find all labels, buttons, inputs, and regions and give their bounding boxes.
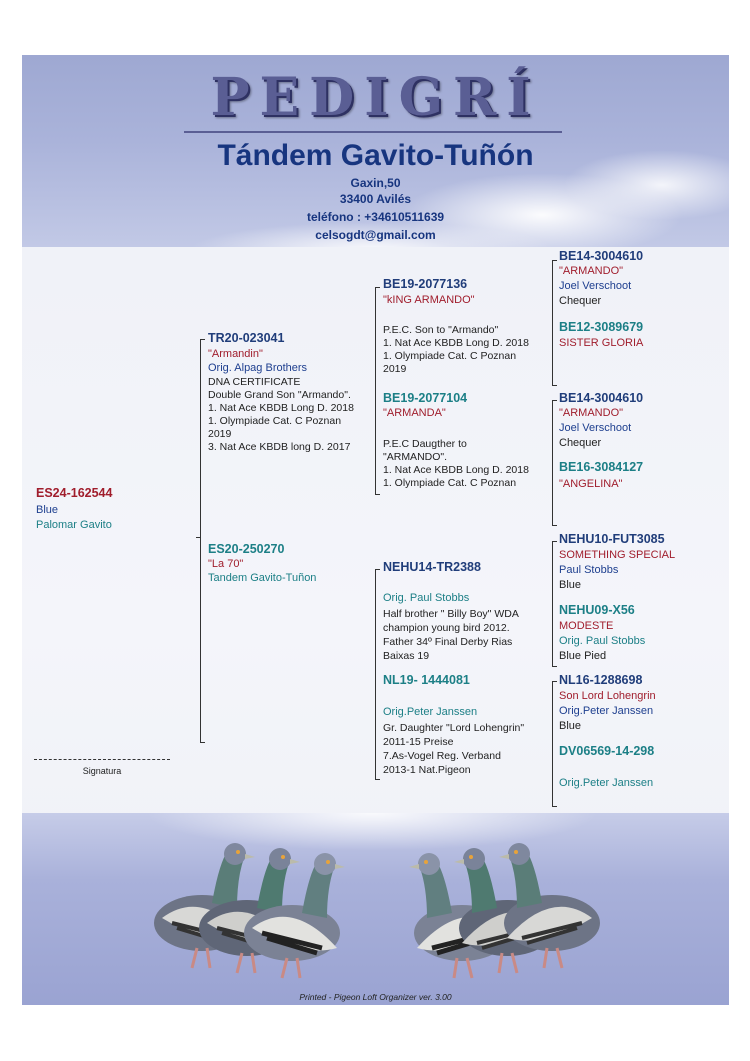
gg6-color: Blue Pied xyxy=(559,650,607,662)
sire-dam-name: "ARMANDA" xyxy=(383,407,446,419)
bracket-tick xyxy=(552,385,557,386)
dam-sire-note: Half brother " Billy Boy" WDA xyxy=(383,608,519,620)
bracket-tick xyxy=(200,742,205,743)
bracket-tick xyxy=(552,681,557,682)
dam-sire-note: Baixas 19 xyxy=(383,650,430,662)
dam-dam-ring: NL19- 1444081 xyxy=(383,673,470,687)
gg5-breeder: Paul Stobbs xyxy=(559,564,619,576)
phone-number: teléfono : +34610511639 xyxy=(306,210,445,224)
sire-ring: TR20-023041 xyxy=(208,331,285,345)
gg1-color: Chequer xyxy=(559,295,602,307)
dam-dam-note: Gr. Daughter "Lord Lohengrin" xyxy=(383,722,525,734)
bracket-gg-4 xyxy=(552,681,553,806)
bracket-dam-parents xyxy=(375,569,376,779)
bracket-tick xyxy=(375,779,380,780)
bracket-parents xyxy=(200,339,201,742)
printed-by-footer: Printed - Pigeon Loft Organizer ver. 3.00 xyxy=(299,992,452,1002)
gg3-name: "ARMANDO" xyxy=(559,407,624,419)
subject-ring: ES24-162544 xyxy=(36,486,113,500)
header-banner xyxy=(22,55,729,247)
sire-sire-note: P.E.C. Son to "Armando" xyxy=(383,324,499,336)
sire-note: Double Grand Son "Armando". xyxy=(208,389,351,401)
page-title: PEDIGRÍ xyxy=(210,67,541,128)
gg8-breeder: Orig.Peter Janssen xyxy=(559,777,654,789)
gg6-breeder: Orig. Paul Stobbs xyxy=(559,635,646,647)
gg6-name: MODESTE xyxy=(559,620,614,632)
sire-note: 1. Nat Ace KBDB Long D. 2018 xyxy=(208,402,354,414)
gg1-name: "ARMANDO" xyxy=(559,265,624,277)
bracket-tick xyxy=(552,525,557,526)
bracket-tick xyxy=(375,494,380,495)
bracket-tick xyxy=(552,541,557,542)
sire-sire-ring: BE19-2077136 xyxy=(383,277,468,291)
sire-sire-note: 2019 xyxy=(383,363,407,375)
bracket-sire-parents xyxy=(375,287,376,494)
dam-sire-origin: Orig. Paul Stobbs xyxy=(383,592,470,604)
sire-note: 1. Olympiade Cat. C Poznan xyxy=(208,415,342,427)
sire-note: DNA CERTIFICATE xyxy=(208,376,301,388)
loft-name: Tándem Gavito-Tuñón xyxy=(217,139,534,172)
gg2-name: SISTER GLORIA xyxy=(559,337,644,349)
sire-note: 2019 xyxy=(208,428,232,440)
sire-dam-note: P.E.C Daugther to xyxy=(383,438,467,450)
bracket-gg-3 xyxy=(552,541,553,666)
sire-dam-note: 1. Nat Ace KBDB Long D. 2018 xyxy=(383,464,529,476)
dam-dam-note: 7.As-Vogel Reg. Verband xyxy=(383,750,501,762)
gg3-ring: BE14-3004610 xyxy=(559,391,644,405)
bracket-tick xyxy=(375,287,380,288)
gg8-ring: DV06569-14-298 xyxy=(559,744,655,758)
gg7-ring: NL16-1288698 xyxy=(559,673,643,687)
dam-origin: Tandem Gavito-Tuñon xyxy=(208,572,317,584)
bracket-gg-2 xyxy=(552,400,553,525)
bracket-tick xyxy=(552,806,557,807)
address-line-2: 33400 Avilés xyxy=(339,192,412,206)
pigeon-image xyxy=(492,828,612,978)
pedigree-sheet xyxy=(22,55,729,1005)
sire-dam-note: "ARMANDO". xyxy=(383,451,448,463)
sire-dam-note: 1. Olympiade Cat. C Poznan xyxy=(383,477,517,489)
gg7-name: Son Lord Lohengrin xyxy=(559,690,656,702)
dam-sire-note: champion young bird 2012. xyxy=(383,622,510,634)
gg4-name: "ANGELINA" xyxy=(559,478,623,490)
gg5-ring: NEHU10-FUT3085 xyxy=(559,532,665,546)
sire-sire-note: 1. Olympiade Cat. C Poznan xyxy=(383,350,517,362)
gg5-color: Blue xyxy=(559,579,582,591)
gg7-breeder: Orig.Peter Janssen xyxy=(559,705,654,717)
bracket-tick xyxy=(196,537,201,538)
sire-name: "Armandin" xyxy=(208,348,263,360)
sire-origin: Orig. Alpag Brothers xyxy=(208,362,308,374)
bracket-tick xyxy=(552,666,557,667)
gg3-breeder: Joel Verschoot xyxy=(559,422,632,434)
gg2-ring: BE12-3089679 xyxy=(559,320,644,334)
gg6-ring: NEHU09-X56 xyxy=(559,603,635,617)
gg1-breeder: Joel Verschoot xyxy=(559,280,632,292)
sire-sire-name: "kING ARMANDO" xyxy=(383,294,475,306)
subject-owner: Palomar Gavito xyxy=(36,519,112,531)
email-address: celsogdt@gmail.com xyxy=(315,228,436,242)
gg1-ring: BE14-3004610 xyxy=(559,249,644,263)
signature-label: Signatura xyxy=(82,766,122,776)
subject-color: Blue xyxy=(36,504,59,516)
bracket-tick xyxy=(375,569,380,570)
bracket-tick xyxy=(200,339,205,340)
gg3-color: Chequer xyxy=(559,437,602,449)
dam-name: "La 70" xyxy=(208,558,244,570)
dam-dam-note: 2013-1 Nat.Pigeon xyxy=(383,764,471,776)
bracket-tick xyxy=(552,400,557,401)
dam-sire-ring: NEHU14-TR2388 xyxy=(383,560,481,574)
dam-dam-origin: Orig.Peter Janssen xyxy=(383,706,478,718)
gg4-ring: BE16-3084127 xyxy=(559,460,644,474)
title-underline xyxy=(184,131,562,133)
sire-dam-ring: BE19-2077104 xyxy=(383,391,468,405)
signature-line xyxy=(34,759,170,760)
footer-banner xyxy=(22,813,729,1005)
gg5-name: SOMETHING SPECIAL xyxy=(559,549,676,561)
address-line-1: Gaxin,50 xyxy=(350,176,401,190)
gg7-color: Blue xyxy=(559,720,582,732)
dam-sire-note: Father 34º Final Derby Rias xyxy=(383,636,513,648)
sire-note: 3. Nat Ace KBDB long D. 2017 xyxy=(208,441,351,453)
bracket-gg-1 xyxy=(552,260,553,385)
pigeon-image xyxy=(232,838,352,988)
sire-sire-note: 1. Nat Ace KBDB Long D. 2018 xyxy=(383,337,529,349)
dam-dam-note: 2011-15 Preise xyxy=(383,736,454,748)
bracket-tick xyxy=(552,260,557,261)
dam-ring: ES20-250270 xyxy=(208,542,285,556)
